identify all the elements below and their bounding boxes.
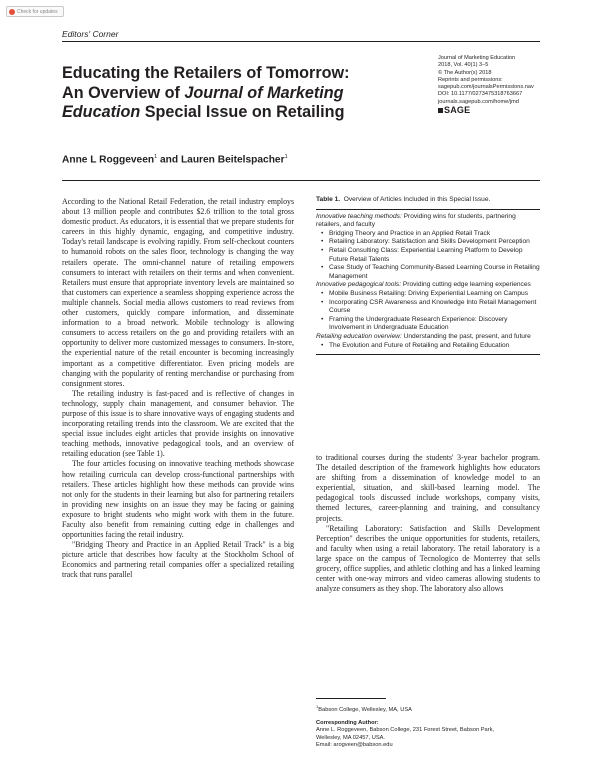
table-list-item: [316, 230, 540, 239]
table-1: [316, 196, 540, 355]
table-list-item-text: Framing the Undergraduate Research Experience: Discovery Involvement in Undergraduate Education: [329, 315, 508, 332]
bullet-icon: •: [321, 341, 324, 349]
journal-meta-line: Reprints and permissions:: [438, 76, 503, 83]
body-paragraph: "Bridging Theory and Practice in an Applied Retail Track" is a big picture article that describes how faculty at the Stockholm School of Economics and partnering retail companies offer a specialized retailing track that runs parallel: [62, 540, 294, 580]
body-column-right: [316, 453, 540, 594]
body-paragraph: The four articles focusing on innovative teaching methods showcase how retailing curricula can develop cross-functional partnerships with retailers. These articles highlight how these methods can provide wins not only for the students in their learning but also for partnering retailers in providing new insights on an issue they may be facing or gaining exposure to bright students who might work with them in the future. Faculty also benefit from remaining cutting edge in challenges and opportunities facing the retail industry.: [62, 459, 294, 540]
affiliation-note: [316, 703, 540, 714]
table-group-heading-italic: Innovative pedagogical tools:: [316, 281, 402, 289]
bullet-icon: •: [321, 298, 324, 306]
bullet-icon: •: [321, 264, 324, 272]
table-list-item-text: The Evolution and Future of Retailing and Retailing Education: [329, 341, 510, 349]
doi-link[interactable]: DOI: 10.1177/0273475318763667: [438, 91, 523, 98]
check-for-updates-badge[interactable]: [6, 6, 64, 17]
corresponding-author-email[interactable]: Email: arogveen@babson.edu: [316, 741, 393, 748]
footnote-rule: [316, 698, 386, 699]
journal-meta-line: © The Author(s) 2018: [438, 69, 492, 76]
table-list-item-text: Case Study of Teaching Community-Based Learning Course in Retailing Management: [329, 264, 540, 280]
permissions-link[interactable]: sagepub.com/journalsPermissions.nav: [438, 84, 534, 91]
title-line-3-suffix: Special Issue on Retailing: [140, 103, 345, 122]
table-list-item-text: Incorporating CSR Awareness and Knowledge Into Retail Management Course: [329, 298, 537, 315]
sage-logo-text: SAGE: [444, 105, 471, 116]
journal-home-link[interactable]: journals.sagepub.com/home/jmd: [438, 98, 519, 105]
table-list-item-text: Retail Consulting Class: Experiential Learning Platform to Develop Future Retail Talents: [329, 246, 523, 263]
table-caption-label: Table 1.: [316, 196, 341, 203]
article-title: [62, 64, 422, 123]
sage-logo-mark-icon: [438, 108, 443, 113]
affiliation-text: Babson College, Wellesley, MA, USA: [318, 706, 412, 713]
table-list-item: [316, 316, 540, 333]
corresponding-author-heading: Corresponding Author:: [316, 720, 379, 727]
author-name: Lauren Beitelspacher: [180, 154, 285, 166]
bullet-icon: •: [321, 229, 324, 237]
table-caption: [316, 196, 540, 210]
journal-meta-line: 2018, Vol. 40(1) 3–5: [438, 62, 489, 69]
body-paragraph: The retailing industry is fast-paced and is reflective of changes in technology, supply chain management, and consumer behavior. The purpose of this issue is to share innovative ways of engaging students and incorporating retailing trends into the classroom. We are excited that the special issue includes eight articles that provide insights on innovative teaching methods, innovative pedagogical tools, and an overview of retailing education (see Table 1).: [62, 388, 294, 459]
section-label: Editors' Corner: [62, 29, 119, 39]
body-column-left: [62, 197, 294, 581]
table-group-heading: [316, 213, 540, 230]
table-list-item: [316, 290, 540, 299]
table-list-item: [316, 247, 540, 264]
table-list-item-text: Mobile Business Retailing: Driving Experiential Learning on Campus: [329, 289, 529, 297]
body-paragraph: to traditional courses during the students' 3-year bachelor program. The detailed description of the framework highlights how educators are shifting from a dissemination of knowledge model to an experiential, situation, and skill-based learning model. The pedagogical tools discussed include workshops, company visits, themed lectures, career-planning and training, and consultancy projects.: [316, 453, 540, 523]
corresponding-author-line: Wellesley, MA 02457, USA.: [316, 734, 386, 741]
title-line-2-journal: Journal of Marketing: [184, 83, 344, 102]
affiliation-mark: 1: [316, 704, 319, 709]
bullet-icon: •: [321, 315, 324, 323]
table-list-item-text: Bridging Theory and Practice in an Applied Retail Track: [329, 229, 491, 237]
table-group-heading-text: Understanding the past, present, and future: [401, 332, 531, 340]
table-body: [316, 210, 540, 356]
title-line-2-prefix: An Overview of: [62, 83, 185, 102]
author-affiliation-mark: 1: [284, 154, 288, 160]
journal-meta: [438, 55, 588, 114]
bullet-icon: •: [321, 238, 324, 246]
crossmark-icon: [9, 9, 15, 15]
table-caption-text: Overview of Articles Included in this Special Issue.: [343, 196, 491, 203]
table-list-item: [316, 299, 540, 316]
body-paragraph: "Retailing Laboratory: Satisfaction and Skills Development Perception" describes the unique opportunities for students, retailers, and faculty when using a retail laboratory. The retail laboratory is a large space on the campus of Tecnologico de Monterrey that sells grocery, office supplies, and athletic clothing and has a linked learning center with one-way mirrors and video cameras allowing students to analyze consumers as they shop. The laboratory also allows: [316, 523, 540, 594]
journal-meta-line: Journal of Marketing Education: [438, 55, 516, 61]
table-list-item: [316, 238, 540, 247]
table-list-item-text: Retailing Laboratory: Satisfaction and Skills Development Perception: [329, 238, 530, 246]
table-group-heading-italic: Retailing education overview:: [316, 332, 402, 340]
check-for-updates-label: Check for updates: [17, 8, 58, 15]
title-line-3-journal: Education: [62, 103, 141, 122]
author-connector: and: [157, 154, 181, 166]
author-affiliation-mark: 1: [154, 154, 158, 160]
author-list: [62, 154, 288, 165]
table-group-heading-text: Providing wins for students, partnering retailers, and faculty: [316, 212, 516, 229]
bullet-icon: •: [321, 289, 324, 297]
table-list-item: [316, 264, 540, 281]
table-list-item: [316, 342, 540, 351]
corresponding-author-line: Anne L. Roggeveen, Babson College, 231 Forest Street, Babson Park,: [316, 727, 495, 734]
table-group-heading: [316, 281, 540, 290]
table-group-heading-text: Providing cutting edge learning experiences: [401, 281, 531, 289]
footnotes: [316, 703, 540, 749]
author-name: Anne L Roggeveen: [62, 154, 155, 166]
header-rule: [62, 41, 540, 42]
bullet-icon: •: [321, 246, 324, 254]
authors-rule: [62, 180, 540, 181]
table-group-heading: [316, 333, 540, 342]
title-line-1: Educating the Retailers of Tomorrow:: [62, 64, 350, 82]
sage-logo: [438, 107, 588, 114]
body-paragraph: According to the National Retail Federation, the retail industry employs about 13 million people and contributes $2.6 trillion to the total gross domestic product. As educators, it is essential that we prepare students for careers in this highly dynamic, engaging, and competitive industry. Today's retail landscape is evolving rapidly. From self-checkout counters to humanoid robots on the sales floor, technology is changing the way retailers operate. The omni-channel nature of retailing empowers consumers to interact with retailers on their terms and when convenient. Retailers must ensure that appropriate inventory levels are maintained so that customers can experience a seamless shopping experience across the multiple channels. Social media allows customers to read reviews from other customers, quickly compare information, and disseminate information to a broad network. Mobile technology is allowing consumers to access retailers on the go and providing retailers with an opportunity to deliver more customized messages to consumers. In-store, the experiential nature of the retail encounter is becoming increasingly important as a competitive differentiator. Even pricing models are changing with the popularity of renting merchandise or purchasing from consignment stores.: [62, 197, 294, 388]
table-group-heading-italic: Innovative teaching methods:: [316, 212, 402, 220]
